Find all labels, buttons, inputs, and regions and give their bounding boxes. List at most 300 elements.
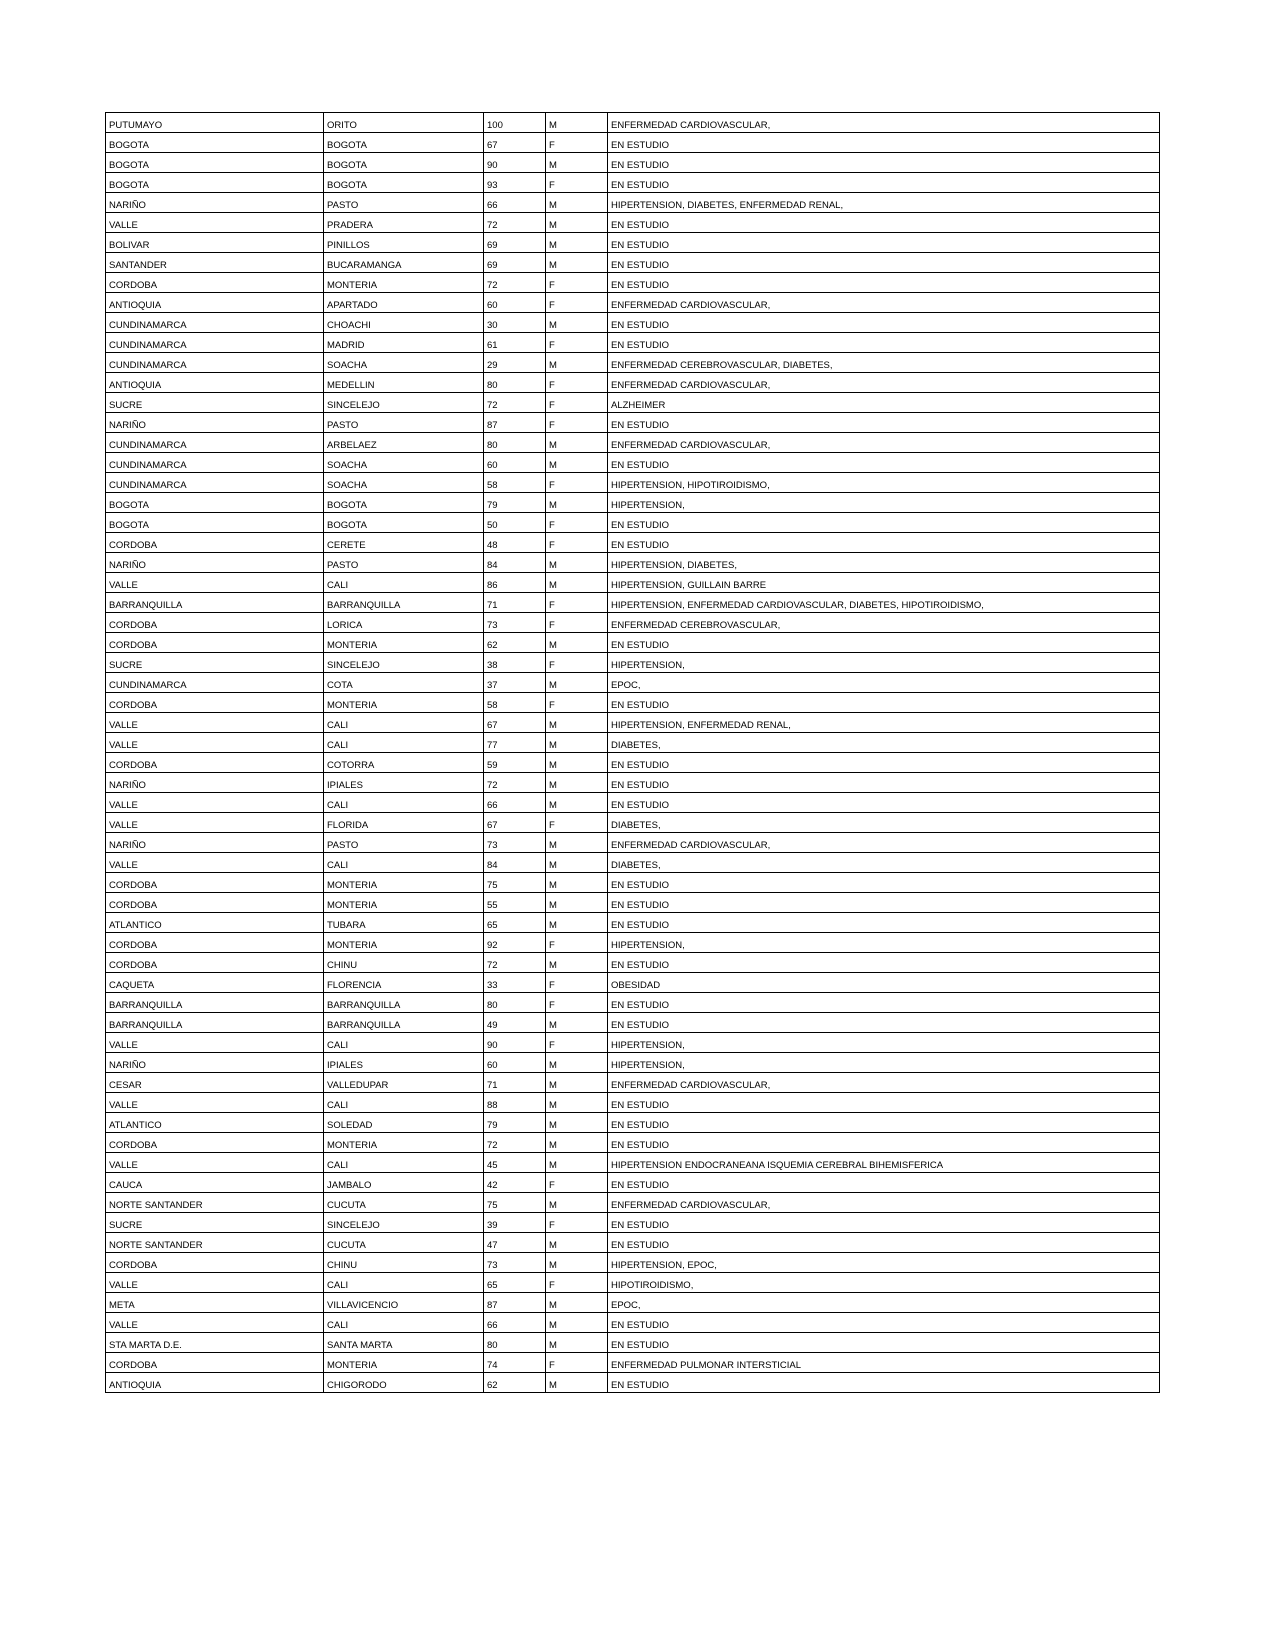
condition-cell: EN ESTUDIO (608, 313, 1160, 333)
sex-cell: F (546, 173, 608, 193)
table-row (106, 573, 1160, 593)
table-row (106, 1313, 1160, 1333)
table-row (106, 913, 1160, 933)
municipality-cell: BOGOTA (324, 493, 484, 513)
condition-cell: EN ESTUDIO (608, 213, 1160, 233)
condition-cell: EN ESTUDIO (608, 273, 1160, 293)
age-cell: 66 (484, 1313, 546, 1333)
condition-cell: EN ESTUDIO (608, 253, 1160, 273)
sex-cell: M (546, 833, 608, 853)
sex-cell: M (546, 633, 608, 653)
department-cell: VALLE (106, 1313, 324, 1333)
department-cell: CORDOBA (106, 1353, 324, 1373)
age-cell: 72 (484, 773, 546, 793)
sex-cell: M (546, 493, 608, 513)
table-row (106, 1013, 1160, 1033)
condition-cell: EN ESTUDIO (608, 993, 1160, 1013)
table-row (106, 753, 1160, 773)
age-cell: 74 (484, 1353, 546, 1373)
department-cell: VALLE (106, 733, 324, 753)
age-cell: 84 (484, 553, 546, 573)
department-cell: ANTIOQUIA (106, 293, 324, 313)
age-cell: 90 (484, 1033, 546, 1053)
age-cell: 59 (484, 753, 546, 773)
municipality-cell: CALI (324, 1093, 484, 1113)
department-cell: CORDOBA (106, 533, 324, 553)
municipality-cell: CUCUTA (324, 1193, 484, 1213)
condition-cell: EN ESTUDIO (608, 753, 1160, 773)
sex-cell: M (546, 673, 608, 693)
sex-cell: F (546, 593, 608, 613)
sex-cell: M (546, 453, 608, 473)
sex-cell: F (546, 473, 608, 493)
condition-cell: EN ESTUDIO (608, 793, 1160, 813)
sex-cell: M (546, 1113, 608, 1133)
department-cell: CORDOBA (106, 613, 324, 633)
department-cell: CORDOBA (106, 693, 324, 713)
department-cell: BOGOTA (106, 513, 324, 533)
department-cell: NORTE SANTANDER (106, 1233, 324, 1253)
age-cell: 49 (484, 1013, 546, 1033)
sex-cell: F (546, 293, 608, 313)
age-cell: 47 (484, 1233, 546, 1253)
table-row (106, 933, 1160, 953)
municipality-cell: FLORIDA (324, 813, 484, 833)
department-cell: VALLE (106, 813, 324, 833)
table-row (106, 953, 1160, 973)
age-cell: 58 (484, 473, 546, 493)
age-cell: 67 (484, 713, 546, 733)
table-row (106, 493, 1160, 513)
municipality-cell: CALI (324, 1033, 484, 1053)
table-row (106, 373, 1160, 393)
condition-cell: EN ESTUDIO (608, 173, 1160, 193)
department-cell: NARIÑO (106, 833, 324, 853)
sex-cell: M (546, 793, 608, 813)
department-cell: STA MARTA D.E. (106, 1333, 324, 1353)
sex-cell: M (546, 153, 608, 173)
municipality-cell: BARRANQUILLA (324, 993, 484, 1013)
condition-cell: EN ESTUDIO (608, 913, 1160, 933)
department-cell: NARIÑO (106, 773, 324, 793)
condition-cell: HIPERTENSION, (608, 1033, 1160, 1053)
age-cell: 71 (484, 593, 546, 613)
table-row (106, 613, 1160, 633)
age-cell: 73 (484, 1253, 546, 1273)
age-cell: 79 (484, 1113, 546, 1133)
municipality-cell: PASTO (324, 413, 484, 433)
age-cell: 80 (484, 433, 546, 453)
condition-cell: EN ESTUDIO (608, 1013, 1160, 1033)
condition-cell: HIPERTENSION, (608, 1053, 1160, 1073)
age-cell: 80 (484, 373, 546, 393)
municipality-cell: SOACHA (324, 453, 484, 473)
municipality-cell: BOGOTA (324, 133, 484, 153)
condition-cell: EN ESTUDIO (608, 333, 1160, 353)
table-row (106, 1273, 1160, 1293)
sex-cell: M (546, 433, 608, 453)
table-row (106, 333, 1160, 353)
sex-cell: M (546, 753, 608, 773)
department-cell: CUNDINAMARCA (106, 333, 324, 353)
municipality-cell: CHINU (324, 953, 484, 973)
department-cell: NARIÑO (106, 413, 324, 433)
condition-cell: EN ESTUDIO (608, 693, 1160, 713)
sex-cell: M (546, 893, 608, 913)
municipality-cell: CUCUTA (324, 1233, 484, 1253)
municipality-cell: CALI (324, 1153, 484, 1173)
sex-cell: M (546, 213, 608, 233)
condition-cell: EN ESTUDIO (608, 1173, 1160, 1193)
condition-cell: HIPERTENSION ENDOCRANEANA ISQUEMIA CEREBRAL BIHEMISFERICA (608, 1153, 1160, 1173)
sex-cell: M (546, 233, 608, 253)
sex-cell: F (546, 373, 608, 393)
municipality-cell: MADRID (324, 333, 484, 353)
table-row (106, 473, 1160, 493)
condition-cell: EN ESTUDIO (608, 1333, 1160, 1353)
table-row (106, 1093, 1160, 1113)
table-row (106, 153, 1160, 173)
condition-cell: HIPERTENSION, GUILLAIN BARRE (608, 573, 1160, 593)
age-cell: 61 (484, 333, 546, 353)
age-cell: 75 (484, 873, 546, 893)
age-cell: 100 (484, 113, 546, 133)
municipality-cell: PASTO (324, 833, 484, 853)
municipality-cell: PRADERA (324, 213, 484, 233)
condition-cell: ENFERMEDAD CEREBROVASCULAR, DIABETES, (608, 353, 1160, 373)
municipality-cell: VALLEDUPAR (324, 1073, 484, 1093)
age-cell: 69 (484, 233, 546, 253)
department-cell: CESAR (106, 1073, 324, 1093)
municipality-cell: BUCARAMANGA (324, 253, 484, 273)
sex-cell: M (546, 733, 608, 753)
age-cell: 29 (484, 353, 546, 373)
department-cell: SANTANDER (106, 253, 324, 273)
condition-cell: HIPERTENSION, (608, 493, 1160, 513)
age-cell: 66 (484, 793, 546, 813)
department-cell: PUTUMAYO (106, 113, 324, 133)
municipality-cell: ARBELAEZ (324, 433, 484, 453)
age-cell: 72 (484, 273, 546, 293)
department-cell: VALLE (106, 853, 324, 873)
condition-cell: HIPERTENSION, HIPOTIROIDISMO, (608, 473, 1160, 493)
age-cell: 93 (484, 173, 546, 193)
municipality-cell: MONTERIA (324, 693, 484, 713)
municipality-cell: BOGOTA (324, 173, 484, 193)
municipality-cell: CHINU (324, 1253, 484, 1273)
municipality-cell: MONTERIA (324, 633, 484, 653)
age-cell: 39 (484, 1213, 546, 1233)
sex-cell: F (546, 933, 608, 953)
age-cell: 79 (484, 493, 546, 513)
table-row (106, 1213, 1160, 1233)
condition-cell: EN ESTUDIO (608, 133, 1160, 153)
department-cell: SUCRE (106, 1213, 324, 1233)
sex-cell: M (546, 1233, 608, 1253)
department-cell: CAUCA (106, 1173, 324, 1193)
sex-cell: M (546, 853, 608, 873)
municipality-cell: CALI (324, 733, 484, 753)
condition-cell: EN ESTUDIO (608, 953, 1160, 973)
condition-cell: ENFERMEDAD CARDIOVASCULAR, (608, 113, 1160, 133)
sex-cell: M (546, 1153, 608, 1173)
age-cell: 45 (484, 1153, 546, 1173)
municipality-cell: PINILLOS (324, 233, 484, 253)
age-cell: 58 (484, 693, 546, 713)
table-row (106, 353, 1160, 373)
department-cell: CUNDINAMARCA (106, 673, 324, 693)
age-cell: 60 (484, 1053, 546, 1073)
age-cell: 60 (484, 293, 546, 313)
sex-cell: F (546, 1273, 608, 1293)
table-row (106, 1193, 1160, 1213)
department-cell: VALLE (106, 1093, 324, 1113)
department-cell: BOLIVAR (106, 233, 324, 253)
sex-cell: M (546, 953, 608, 973)
table-row (106, 653, 1160, 673)
table-row (106, 233, 1160, 253)
condition-cell: EN ESTUDIO (608, 1133, 1160, 1153)
sex-cell: F (546, 513, 608, 533)
age-cell: 38 (484, 653, 546, 673)
condition-cell: EN ESTUDIO (608, 1313, 1160, 1333)
municipality-cell: SOACHA (324, 353, 484, 373)
sex-cell: M (546, 1053, 608, 1073)
table-row (106, 273, 1160, 293)
department-cell: VALLE (106, 573, 324, 593)
sex-cell: M (546, 1313, 608, 1333)
condition-cell: EN ESTUDIO (608, 873, 1160, 893)
table-row (106, 853, 1160, 873)
condition-cell: EN ESTUDIO (608, 513, 1160, 533)
condition-cell: ALZHEIMER (608, 393, 1160, 413)
sex-cell: M (546, 1373, 608, 1393)
table-row (106, 1033, 1160, 1053)
table-row (106, 293, 1160, 313)
sex-cell: M (546, 1333, 608, 1353)
sex-cell: M (546, 553, 608, 573)
municipality-cell: MONTERIA (324, 1353, 484, 1373)
condition-cell: DIABETES, (608, 813, 1160, 833)
age-cell: 72 (484, 1133, 546, 1153)
table-row (106, 213, 1160, 233)
condition-cell: EN ESTUDIO (608, 233, 1160, 253)
table-row (106, 1353, 1160, 1373)
municipality-cell: SOLEDAD (324, 1113, 484, 1133)
department-cell: NARIÑO (106, 193, 324, 213)
table-row (106, 993, 1160, 1013)
municipality-cell: VILLAVICENCIO (324, 1293, 484, 1313)
department-cell: VALLE (106, 793, 324, 813)
department-cell: CUNDINAMARCA (106, 353, 324, 373)
municipality-cell: CALI (324, 573, 484, 593)
age-cell: 62 (484, 633, 546, 653)
department-cell: BOGOTA (106, 153, 324, 173)
age-cell: 77 (484, 733, 546, 753)
table-row (106, 453, 1160, 473)
department-cell: VALLE (106, 213, 324, 233)
table-row (106, 1153, 1160, 1173)
condition-cell: EPOC, (608, 673, 1160, 693)
table-row (106, 393, 1160, 413)
department-cell: CORDOBA (106, 273, 324, 293)
sex-cell: F (546, 813, 608, 833)
table-row (106, 633, 1160, 653)
table-row (106, 533, 1160, 553)
condition-cell: EN ESTUDIO (608, 1113, 1160, 1133)
age-cell: 48 (484, 533, 546, 553)
sex-cell: M (546, 1293, 608, 1313)
table-row (106, 193, 1160, 213)
condition-cell: EN ESTUDIO (608, 413, 1160, 433)
age-cell: 67 (484, 813, 546, 833)
table-row (106, 733, 1160, 753)
condition-cell: ENFERMEDAD CARDIOVASCULAR, (608, 433, 1160, 453)
condition-cell: HIPERTENSION, ENFERMEDAD RENAL, (608, 713, 1160, 733)
sex-cell: M (546, 1073, 608, 1093)
age-cell: 67 (484, 133, 546, 153)
sex-cell: M (546, 1133, 608, 1153)
municipality-cell: CHIGORODO (324, 1373, 484, 1393)
department-cell: BOGOTA (106, 493, 324, 513)
department-cell: CORDOBA (106, 1133, 324, 1153)
department-cell: BARRANQUILLA (106, 1013, 324, 1033)
condition-cell: EPOC, (608, 1293, 1160, 1313)
department-cell: SUCRE (106, 393, 324, 413)
department-cell: ATLANTICO (106, 1113, 324, 1133)
sex-cell: M (546, 713, 608, 733)
table-row (106, 1293, 1160, 1313)
table-row (106, 1333, 1160, 1353)
department-cell: CORDOBA (106, 933, 324, 953)
sex-cell: F (546, 273, 608, 293)
table-row (106, 873, 1160, 893)
data-table (105, 112, 1160, 1393)
sex-cell: F (546, 1033, 608, 1053)
municipality-cell: LORICA (324, 613, 484, 633)
condition-cell: HIPERTENSION, (608, 653, 1160, 673)
table-row (106, 593, 1160, 613)
condition-cell: EN ESTUDIO (608, 153, 1160, 173)
municipality-cell: CHOACHI (324, 313, 484, 333)
age-cell: 50 (484, 513, 546, 533)
age-cell: 71 (484, 1073, 546, 1093)
table-row (106, 1073, 1160, 1093)
table-row (106, 313, 1160, 333)
age-cell: 72 (484, 213, 546, 233)
age-cell: 92 (484, 933, 546, 953)
municipality-cell: CERETE (324, 533, 484, 553)
condition-cell: HIPERTENSION, DIABETES, ENFERMEDAD RENAL, (608, 193, 1160, 213)
age-cell: 80 (484, 993, 546, 1013)
municipality-cell: MONTERIA (324, 933, 484, 953)
condition-cell: HIPOTIROIDISMO, (608, 1273, 1160, 1293)
condition-cell: ENFERMEDAD PULMONAR INTERSTICIAL (608, 1353, 1160, 1373)
municipality-cell: SOACHA (324, 473, 484, 493)
table-row (106, 553, 1160, 573)
condition-cell: EN ESTUDIO (608, 893, 1160, 913)
department-cell: CUNDINAMARCA (106, 453, 324, 473)
table-row (106, 1233, 1160, 1253)
age-cell: 65 (484, 1273, 546, 1293)
department-cell: CUNDINAMARCA (106, 313, 324, 333)
condition-cell: OBESIDAD (608, 973, 1160, 993)
municipality-cell: MONTERIA (324, 273, 484, 293)
age-cell: 80 (484, 1333, 546, 1353)
table-row (106, 973, 1160, 993)
department-cell: CORDOBA (106, 633, 324, 653)
municipality-cell: CALI (324, 1273, 484, 1293)
municipality-cell: CALI (324, 713, 484, 733)
department-cell: META (106, 1293, 324, 1313)
department-cell: ANTIOQUIA (106, 373, 324, 393)
sex-cell: F (546, 533, 608, 553)
department-cell: CUNDINAMARCA (106, 433, 324, 453)
table-row (106, 673, 1160, 693)
municipality-cell: BARRANQUILLA (324, 1013, 484, 1033)
municipality-cell: PASTO (324, 193, 484, 213)
municipality-cell: COTORRA (324, 753, 484, 773)
sex-cell: F (546, 333, 608, 353)
age-cell: 88 (484, 1093, 546, 1113)
department-cell: VALLE (106, 1153, 324, 1173)
sex-cell: M (546, 1193, 608, 1213)
condition-cell: ENFERMEDAD CARDIOVASCULAR, (608, 293, 1160, 313)
table-row (106, 513, 1160, 533)
sex-cell: F (546, 613, 608, 633)
municipality-cell: TUBARA (324, 913, 484, 933)
table-row (106, 793, 1160, 813)
age-cell: 69 (484, 253, 546, 273)
sex-cell: F (546, 393, 608, 413)
condition-cell: ENFERMEDAD CARDIOVASCULAR, (608, 833, 1160, 853)
age-cell: 30 (484, 313, 546, 333)
table-row (106, 833, 1160, 853)
municipality-cell: BARRANQUILLA (324, 593, 484, 613)
condition-cell: DIABETES, (608, 853, 1160, 873)
department-cell: NARIÑO (106, 553, 324, 573)
age-cell: 72 (484, 953, 546, 973)
table-row (106, 893, 1160, 913)
department-cell: ATLANTICO (106, 913, 324, 933)
age-cell: 62 (484, 1373, 546, 1393)
age-cell: 55 (484, 893, 546, 913)
age-cell: 73 (484, 833, 546, 853)
municipality-cell: SINCELEJO (324, 1213, 484, 1233)
condition-cell: HIPERTENSION, EPOC, (608, 1253, 1160, 1273)
department-cell: CORDOBA (106, 873, 324, 893)
table-row (106, 1113, 1160, 1133)
table-row (106, 1373, 1160, 1393)
sex-cell: M (546, 313, 608, 333)
sex-cell: M (546, 1253, 608, 1273)
municipality-cell: SINCELEJO (324, 393, 484, 413)
municipality-cell: APARTADO (324, 293, 484, 313)
municipality-cell: IPIALES (324, 1053, 484, 1073)
condition-cell: ENFERMEDAD CARDIOVASCULAR, (608, 1073, 1160, 1093)
department-cell: SUCRE (106, 653, 324, 673)
department-cell: VALLE (106, 1273, 324, 1293)
sex-cell: F (546, 1353, 608, 1373)
municipality-cell: BOGOTA (324, 513, 484, 533)
age-cell: 42 (484, 1173, 546, 1193)
sex-cell: M (546, 193, 608, 213)
municipality-cell: ORITO (324, 113, 484, 133)
condition-cell: HIPERTENSION, DIABETES, (608, 553, 1160, 573)
age-cell: 87 (484, 413, 546, 433)
sex-cell: F (546, 1213, 608, 1233)
sex-cell: M (546, 913, 608, 933)
